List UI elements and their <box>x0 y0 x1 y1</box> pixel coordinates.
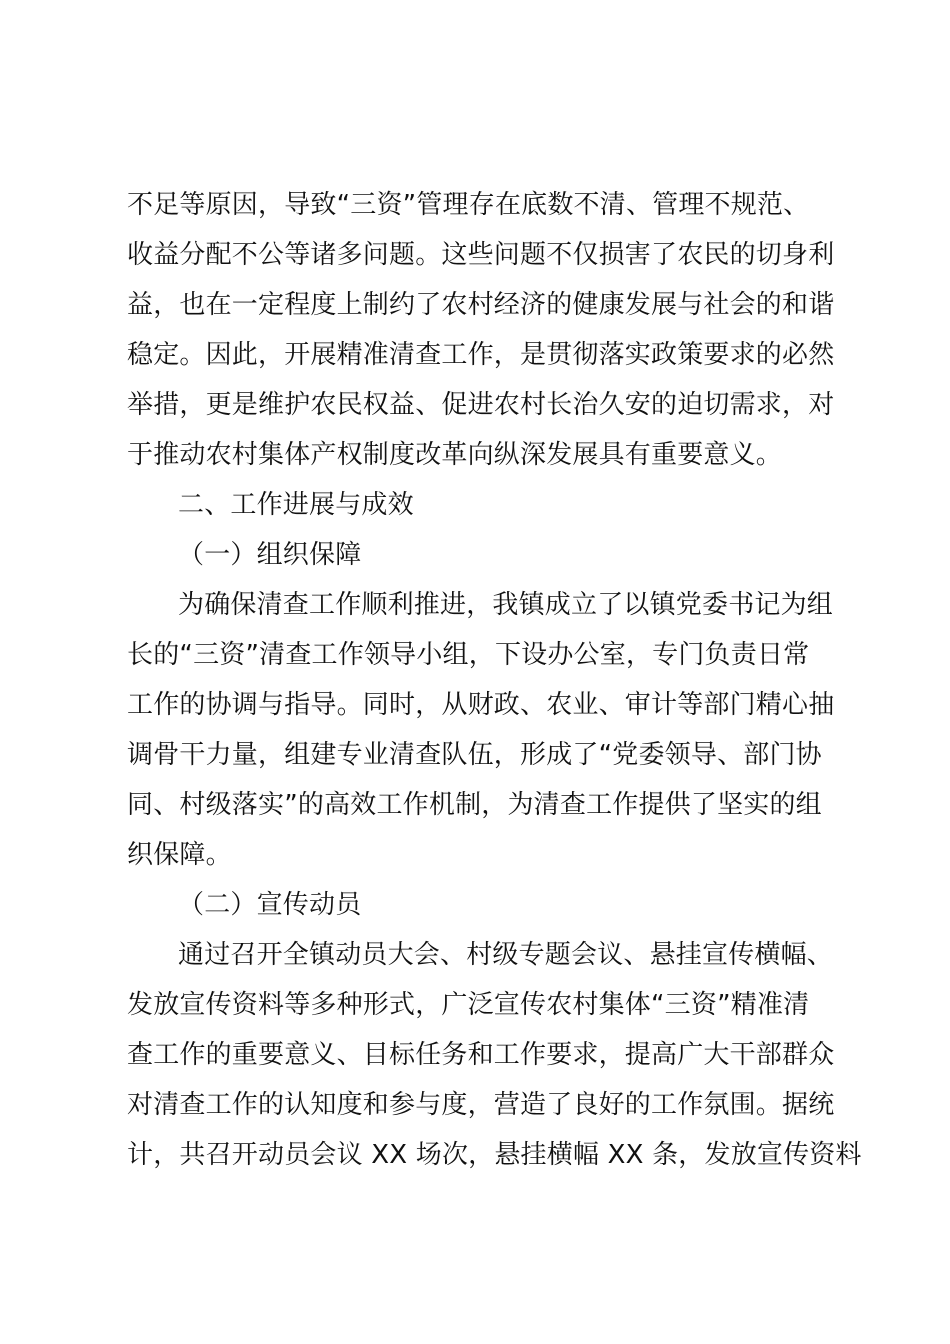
paragraph-line: 对清查工作的认知度和参与度，营造了良好的工作氛围。据统 <box>127 1090 835 1120</box>
paragraph-line: 计，共召开动员会议 XX 场次，悬挂横幅 XX 条，发放宣传资料 <box>127 1140 862 1170</box>
subsection-heading: （一）组织保障 <box>178 540 362 570</box>
paragraph-line: 查工作的重要意义、目标任务和工作要求，提高广大干部群众 <box>127 1040 835 1070</box>
paragraph-line: 通过召开全镇动员大会、村级专题会议、悬挂宣传横幅、 <box>178 940 834 970</box>
paragraph-line: 工作的协调与指导。同时，从财政、农业、审计等部门精心抽 <box>127 690 835 720</box>
paragraph-line: 调骨干力量，组建专业清查队伍，形成了“党委领导、部门协 <box>127 740 822 770</box>
paragraph-line: 收益分配不公等诸多问题。这些问题不仅损害了农民的切身利 <box>127 240 835 270</box>
paragraph-line: 举措，更是维护农民权益、促进农村长治久安的迫切需求，对 <box>127 390 835 420</box>
paragraph-line: 为确保清查工作顺利推进，我镇成立了以镇党委书记为组 <box>178 590 834 620</box>
paragraph-line: 同、村级落实”的高效工作机制，为清查工作提供了坚实的组 <box>127 790 822 820</box>
paragraph-line: 益，也在一定程度上制约了农村经济的健康发展与社会的和谐 <box>127 290 835 320</box>
paragraph-line: 不足等原因，导致“三资”管理存在底数不清、管理不规范、 <box>127 190 810 220</box>
paragraph-line: 长的“三资”清查工作领导小组，下设办公室，专门负责日常 <box>127 640 810 670</box>
paragraph-line: 织保障。 <box>127 840 232 870</box>
section-heading: 二、工作进展与成效 <box>178 490 414 520</box>
paragraph-line: 于推动农村集体产权制度改革向纵深发展具有重要意义。 <box>127 440 783 470</box>
paragraph-line: 稳定。因此，开展精准清查工作，是贯彻落实政策要求的必然 <box>127 340 835 370</box>
paragraph-line: 发放宣传资料等多种形式，广泛宣传农村集体“三资”精准清 <box>127 990 810 1020</box>
subsection-heading: （二）宣传动员 <box>178 890 362 920</box>
